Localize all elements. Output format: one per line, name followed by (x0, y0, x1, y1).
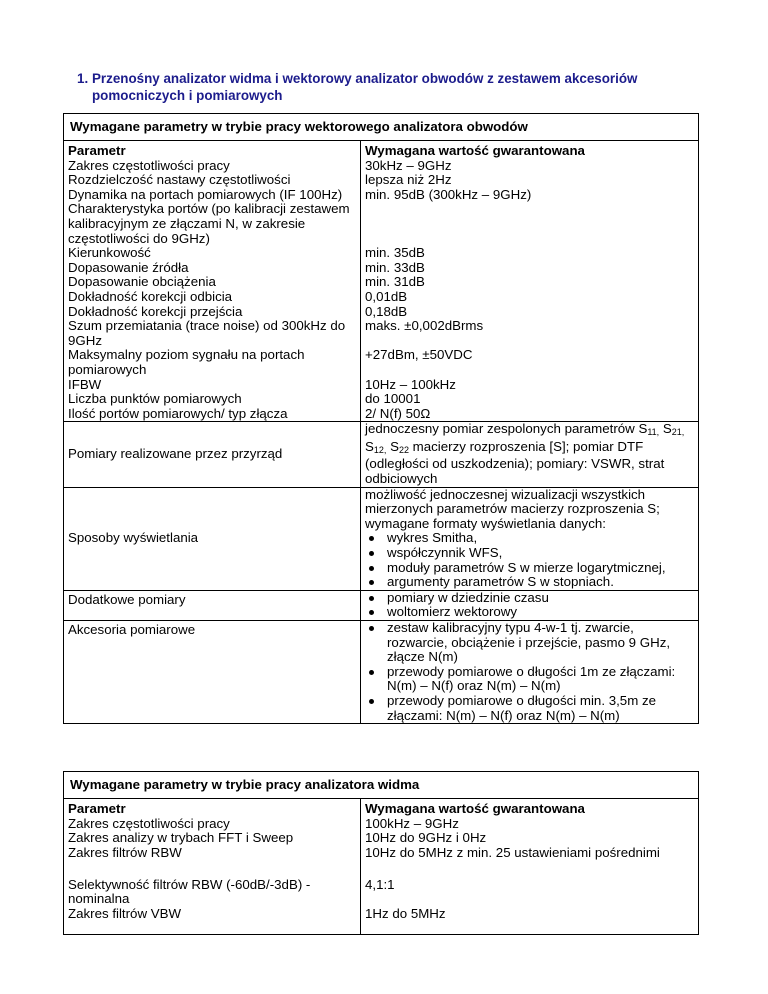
column-header-parameter: Parametr (64, 799, 361, 817)
parameter-cell: IFBW (64, 378, 361, 393)
value-cell: 10Hz do 9GHz i 0Hz (365, 830, 487, 846)
vna-table-title: Wymagane parametry w trybie pracy wektorowego analizatora obwodów (64, 114, 698, 141)
sa-parameters-box (63, 771, 699, 935)
parameter-cell: Kierunkowość (64, 246, 361, 261)
value-cell: min. 95dB (300kHz – 9GHz) (365, 186, 532, 202)
table-header-row (64, 141, 698, 159)
subscript-22: 22 (398, 444, 409, 455)
parameter-cell: Dopasowanie źródła (64, 261, 361, 276)
table-row (64, 407, 698, 422)
parameter-cell: Zakres filtrów VBW (64, 907, 361, 934)
parameter-cell: Zakres częstotliwości pracy (64, 817, 361, 832)
list-item: przewody pomiarowe o długości min. 3,5m ze złączami: N(m) – N(f) oraz N(m) – N(m) (365, 694, 696, 723)
table-row (64, 831, 698, 846)
subscript-21: 21, (671, 427, 685, 438)
table-row (64, 378, 698, 393)
section-number: 1. (77, 71, 89, 86)
table-row (64, 907, 698, 934)
column-header-value: Wymagana wartość gwarantowana (365, 801, 585, 816)
list-item: wykres Smitha, (365, 531, 696, 546)
value-cell: do 10001 (365, 391, 421, 407)
parameter-cell: Maksymalny poziom sygnału na portach pomiarowych (64, 348, 361, 377)
value-cell: 2/ N(f) 50Ω (361, 407, 699, 422)
list-item: argumenty parametrów S w stopniach. (365, 575, 696, 590)
table-row (64, 159, 698, 174)
list-item: pomiary w dziedzinie czasu (365, 591, 696, 606)
value-cell: 0,18dB (365, 303, 408, 319)
table-row (64, 817, 698, 832)
table-header-row (64, 799, 698, 817)
measurements-value (361, 422, 699, 487)
accessories-value (361, 621, 699, 724)
value-cell: 10Hz do 5MHz z min. 25 ustawieniami pośrednimi (365, 844, 660, 860)
measurements-text: S (659, 421, 672, 437)
list-item: współczynnik WFS, (365, 546, 696, 561)
parameter-cell: Zakres częstotliwości pracy (64, 159, 361, 174)
value-cell: 0,01dB (365, 288, 408, 304)
value-cell: maks. ±0,002dBrms (365, 318, 484, 334)
parameter-cell: Zakres filtrów RBW (64, 846, 361, 878)
value-cell: 100kHz – 9GHz (365, 815, 459, 831)
parameter-cell: Zakres analizy w trybach FFT i Sweep (64, 831, 361, 846)
accessories-list (365, 621, 696, 723)
parameter-cell: Charakterystyka portów (po kalibracji zestawem kalibracyjnym ze złączami N, w zakresie częstotliwości do 9GHz) (64, 202, 361, 246)
value-cell: min. 31dB (365, 274, 425, 290)
measurements-label: Pomiary realizowane przez przyrząd (64, 422, 361, 487)
value-cell: min. 33dB (365, 259, 425, 275)
table-row (64, 348, 698, 377)
column-header-parameter: Parametr (64, 141, 361, 159)
value-cell: lepsza niż 2Hz (365, 172, 452, 188)
table-row (64, 202, 698, 246)
measurements-text: jednoczesny pomiar zespolonych parametrów S (365, 421, 648, 437)
accessories-label: Akcesoria pomiarowe (64, 621, 361, 724)
vna-parameters-box (63, 113, 699, 724)
additional-label: Dodatkowe pomiary (64, 590, 361, 620)
table-row (64, 246, 698, 261)
section-title-line2: pomocniczych i pomiarowych (92, 88, 283, 103)
sa-parameters-table (64, 799, 698, 934)
value-cell (361, 202, 699, 246)
measurements-text: S (386, 438, 399, 454)
value-cell: 30kHz – 9GHz (365, 157, 452, 173)
parameter-cell: Dokładność korekcji odbicia (64, 290, 361, 305)
subscript-12: 12, (373, 444, 387, 455)
table-row (64, 392, 698, 407)
table-row (64, 290, 698, 305)
value-cell: +27dBm, ±50VDC (365, 347, 473, 363)
additional-value (361, 590, 699, 620)
table-row (64, 878, 698, 907)
additional-list (365, 591, 696, 620)
parameter-cell: Dokładność korekcji przejścia (64, 305, 361, 320)
value-cell: 4,1:1 (365, 876, 395, 892)
table-row-additional (64, 590, 698, 620)
sa-table-title: Wymagane parametry w trybie pracy analizatora widma (64, 772, 698, 799)
display-intro: możliwość jednoczesnej wizualizacji wszystkich mierzonych parametrów macierzy rozproszenia S; wymagane formaty wyświetlania danych: (365, 486, 660, 531)
list-item: przewody pomiarowe o długości 1m ze złączami: N(m) – N(f) oraz N(m) – N(m) (365, 665, 696, 694)
vna-parameters-table (64, 141, 698, 723)
table-row (64, 319, 698, 348)
section-title-line1: Przenośny analizator widma i wektorowy analizator obwodów z zestawem akcesoriów (92, 71, 638, 86)
subscript-11: 11, (647, 427, 660, 438)
section-heading (77, 70, 697, 104)
table-row-display (64, 487, 698, 590)
measurements-text: macierzy rozproszenia [S]; pomiar DTF (odległości od uszkodzenia); pomiary: VSWR, strat odbiciowych (365, 438, 665, 487)
value-cell: 10Hz – 100kHz (365, 376, 456, 392)
table-row (64, 305, 698, 320)
parameter-cell: Rozdzielczość nastawy częstotliwości (64, 173, 361, 188)
table-row (64, 173, 698, 188)
table-row-accessories (64, 621, 698, 724)
parameter-cell: Dopasowanie obciążenia (64, 275, 361, 290)
display-label: Sposoby wyświetlania (64, 487, 361, 590)
list-item: woltomierz wektorowy (365, 605, 696, 620)
display-format-list (365, 531, 696, 589)
display-value (361, 487, 699, 590)
parameter-cell: Szum przemiatania (trace noise) od 300kHz do 9GHz (64, 319, 361, 348)
parameter-cell: Ilość portów pomiarowych/ typ złącza (64, 407, 361, 422)
list-item: zestaw kalibracyjny typu 4-w-1 tj. zwarcie, rozwarcie, obciążenie i przejście, pasmo 9 GHz, złącze N(m) (365, 621, 696, 665)
table-row (64, 846, 698, 878)
column-header-value: Wymagana wartość gwarantowana (365, 143, 585, 158)
table-row (64, 261, 698, 276)
parameter-cell: Dynamika na portach pomiarowych (IF 100Hz) (64, 188, 361, 203)
value-cell: min. 35dB (365, 245, 425, 261)
value-cell: 1Hz do 5MHz (365, 905, 446, 921)
parameter-cell: Selektywność filtrów RBW (-60dB/-3dB) - nominalna (64, 878, 361, 907)
parameter-cell: Liczba punktów pomiarowych (64, 392, 361, 407)
table-row (64, 188, 698, 203)
table-row (64, 275, 698, 290)
measurements-text: S (365, 438, 374, 454)
list-item: moduły parametrów S w mierze logarytmicznej, (365, 561, 696, 576)
table-row-measurements (64, 422, 698, 487)
